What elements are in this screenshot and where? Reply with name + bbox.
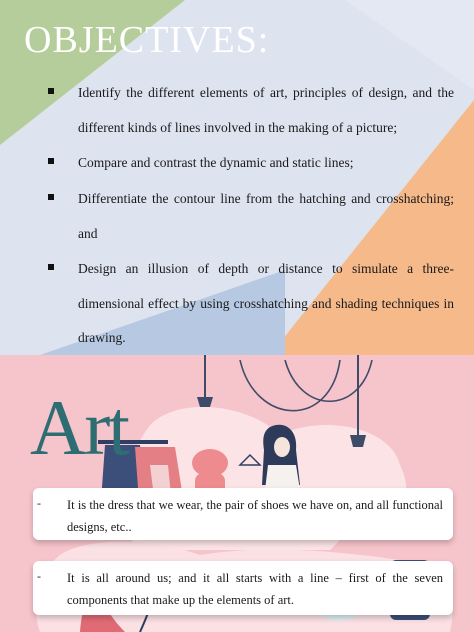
dash-bullet: - — [37, 496, 41, 510]
page-title: OBJECTIVES: — [24, 19, 270, 61]
note-card — [33, 561, 453, 615]
note-text: It is the dress that we wear, the pair of shoes we have on, and all functional designs, etc.. — [67, 498, 443, 534]
objective-text: Differentiate the contour line from the hatching and crosshatching; and — [78, 191, 454, 241]
art-slide — [0, 355, 474, 632]
dress-form-shape — [192, 449, 228, 477]
bullet-icon — [48, 88, 54, 94]
bullet-icon — [48, 158, 54, 164]
note-card — [33, 488, 453, 540]
hanging-wire — [240, 360, 340, 411]
woman-face-shape — [274, 437, 290, 457]
objective-text: Design an illusion of depth or distance to simulate a three-dimensional effect by using crosshatching and shading techniques in drawing. — [78, 261, 454, 345]
objective-text: Identify the different elements of art, principles of design, and the different kinds of lines involved in the making of a picture; — [78, 85, 454, 135]
bullet-icon — [48, 264, 54, 270]
dash-bullet: - — [37, 569, 41, 583]
bullet-icon — [48, 194, 54, 200]
objective-text: Compare and contrast the dynamic and static lines; — [78, 155, 354, 170]
note-text: It is all around us; and it all starts with a line – first of the seven components that make up the elements of art. — [67, 571, 443, 607]
art-heading: Art — [30, 384, 128, 471]
lamp-icon — [197, 397, 213, 407]
